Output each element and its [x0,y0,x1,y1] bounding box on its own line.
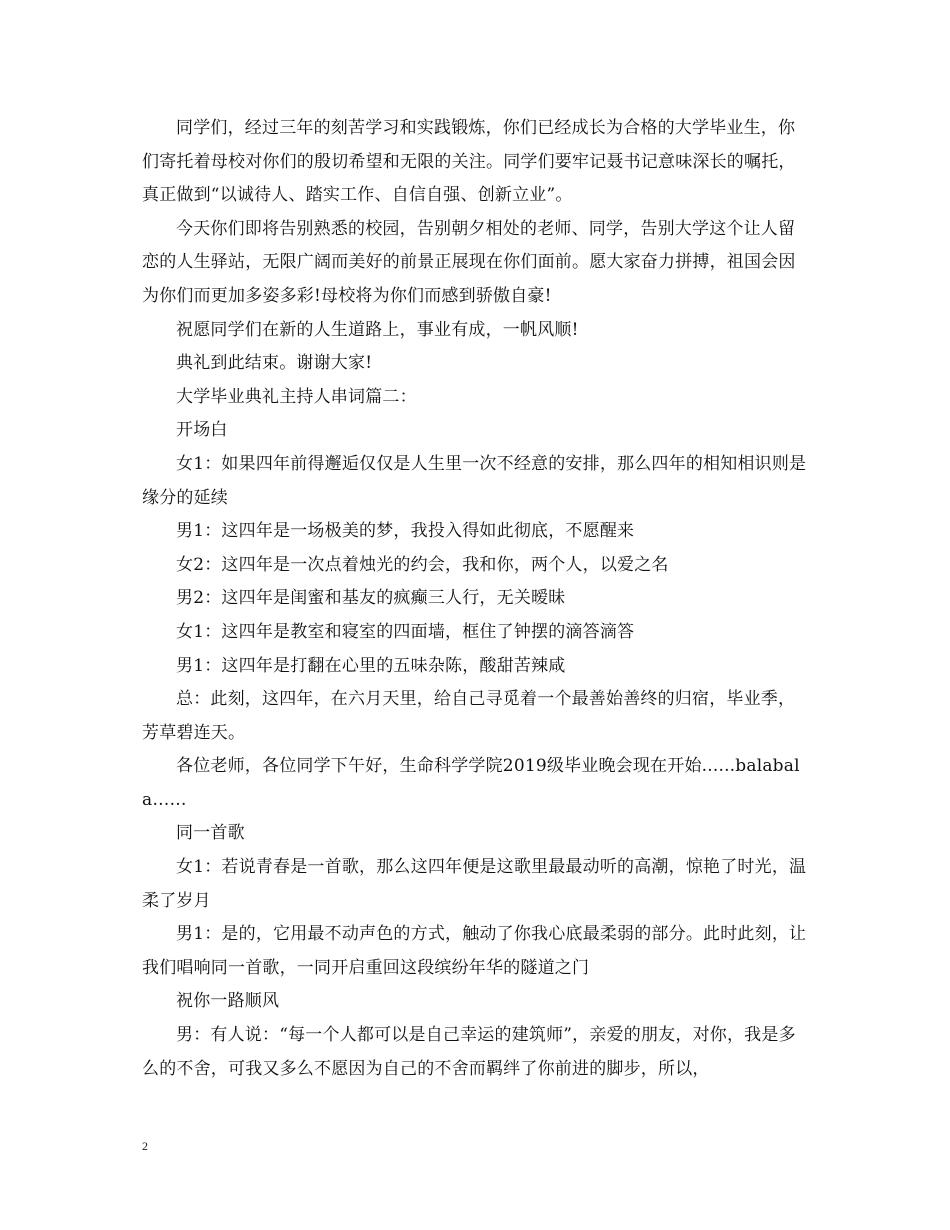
dialogue-line: 男：有人说：“每一个人都可以是自己幸运的建筑师”，亲爱的朋友，对你，我是多么的不舍，可我又多么不愿因为自己的不舍而羁绊了你前进的脚步，所以， [142,1025,796,1079]
dialogue-line: 男1：是的，它用最不动声色的方式，触动了你我心底最柔弱的部分。此时此刻，让我们唱响同一首歌，一同开启重回这段缤纷年华的隧道之门 [142,924,807,978]
document-body [142,112,812,1086]
dialogue-line: 男1：这四年是一场极美的梦，我投入得如此彻底，不愿醒来 [176,521,635,542]
subheading: 同一首歌 [176,823,245,844]
paragraph: 祝愿同学们在新的人生道路上，事业有成，一帆风顺! [176,319,579,340]
paragraph: 各位老师，各位同学下午好，生命科学学院2019级毕业晚会现在开始......balabala…… [142,756,800,810]
dialogue-line: 女1：这四年是教室和寝室的四面墙，框住了钟摆的滴答滴答 [176,621,635,642]
page-number: 2 [142,1139,148,1153]
dialogue-line: 总：此刻，这四年，在六月天里，给自己寻觅着一个最善始善终的归宿，毕业季，芳草碧连天。 [142,689,796,743]
paragraph: 典礼到此结束。谢谢大家! [176,353,373,374]
subheading: 祝你一路顺风 [176,991,280,1012]
dialogue-line: 男2：这四年是闺蜜和基友的疯癫三人行，无关暧昧 [176,588,566,609]
subheading: 开场白 [176,420,228,441]
dialogue-line: 男1：这四年是打翻在心里的五味杂陈，酸甜苦辣咸 [176,655,566,676]
dialogue-line: 女2：这四年是一次点着烛光的约会，我和你，两个人，以爱之名 [176,554,669,575]
paragraph: 同学们，经过三年的刻苦学习和实践锻炼，你们已经成长为合格的大学毕业生，你们寄托着母校对你们的殷切希望和无限的关注。同学们要牢记聂书记意味深长的嘱托，真正做到“以诚待人、踏实工作、自信自强、创新立业”。 [142,118,796,206]
dialogue-line: 女1：如果四年前得邂逅仅仅是人生里一次不经意的安排，那么四年的相知相识则是缘分的延续 [142,453,807,508]
section-heading: 大学毕业典礼主持人串词篇二： [176,386,417,407]
dialogue-line: 女1：若说青春是一首歌，那么这四年便是这歌里最最动听的高潮，惊艳了时光，温柔了岁月 [142,857,807,911]
paragraph: 今天你们即将告别熟悉的校园，告别朝夕相处的老师、同学，告别大学这个让人留恋的人生驿站，无限广阔而美好的前景正展现在你们面前。愿大家奋力拼搏，祖国会因为你们而更加多姿多彩!母校将为你们而感到骄傲自豪! [142,218,796,306]
